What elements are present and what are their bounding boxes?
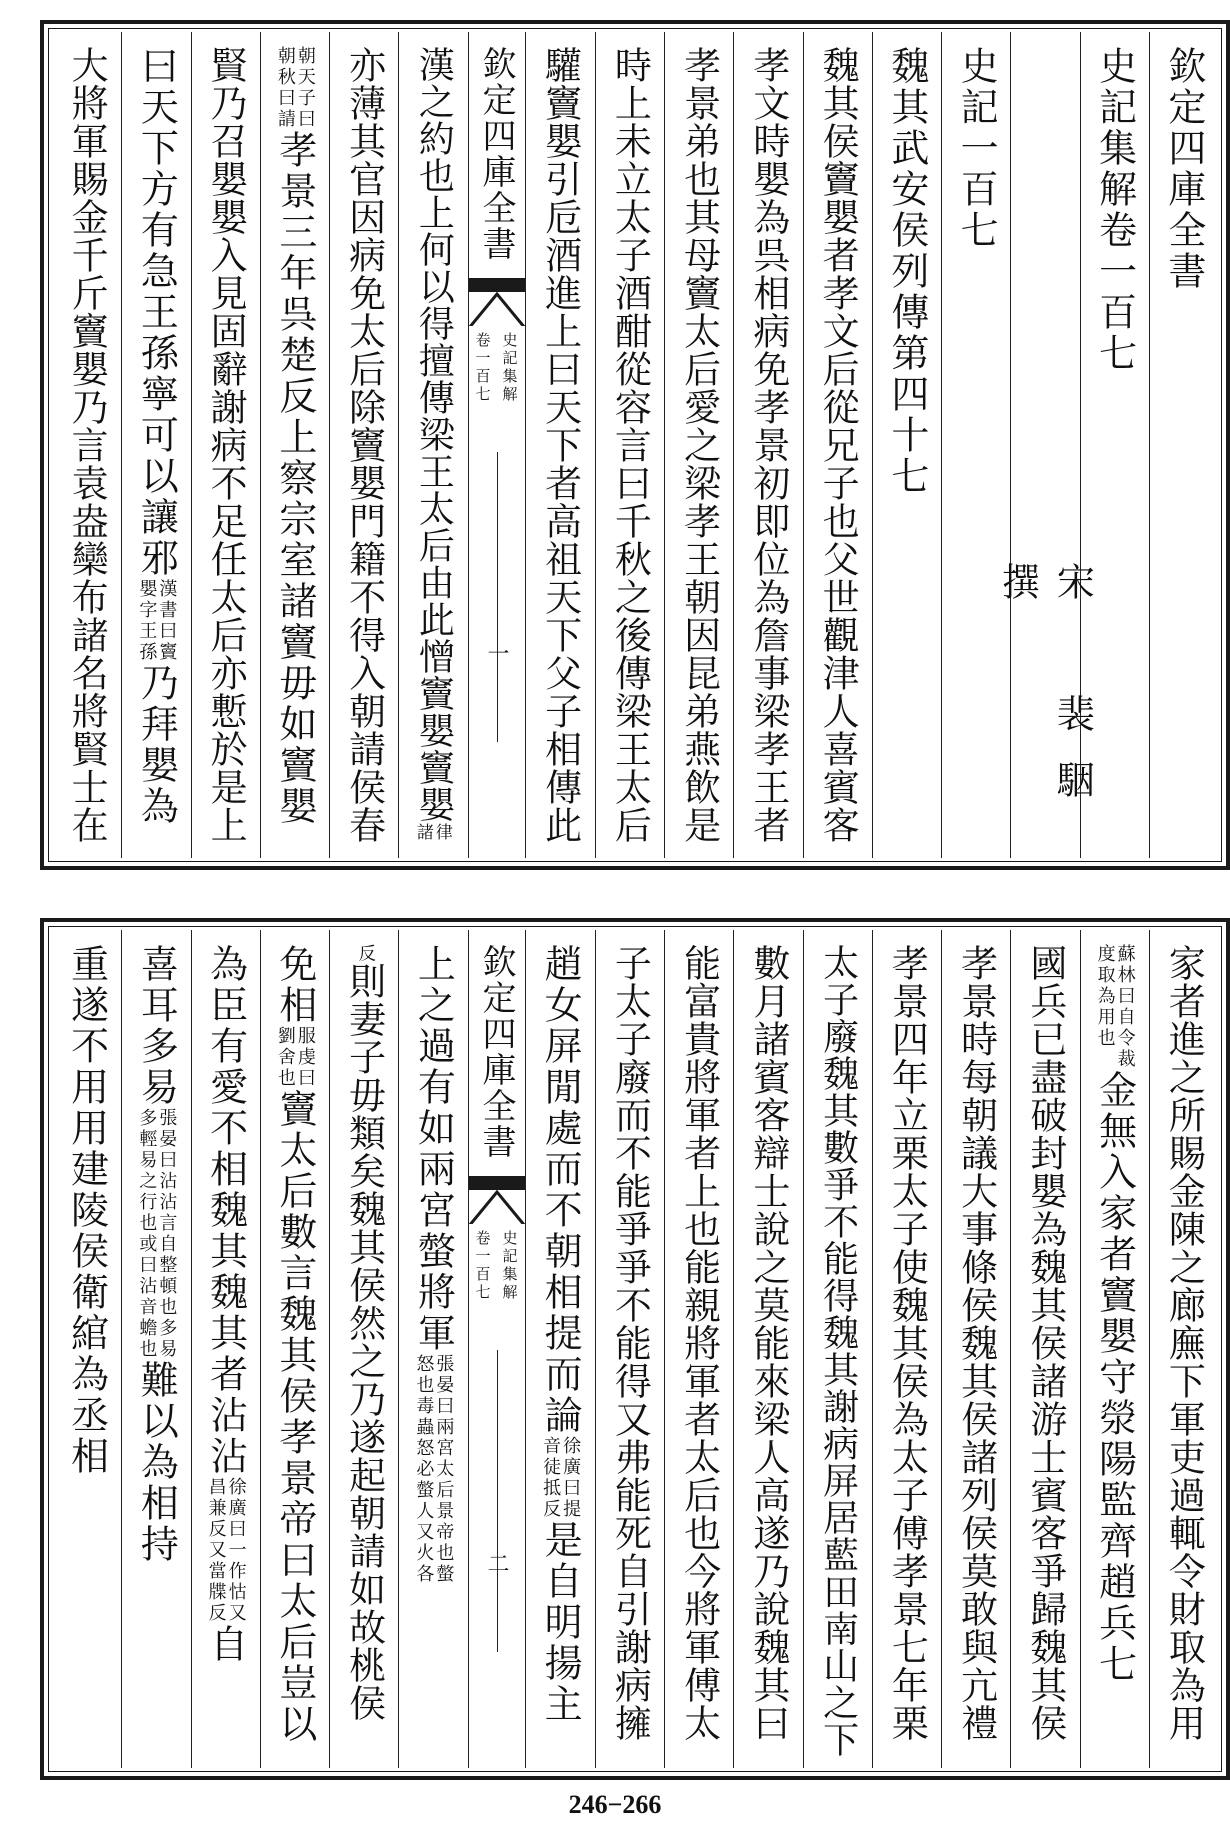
- text-column: [260, 930, 329, 1768]
- text-column: [121, 930, 190, 1768]
- main-text-segment: 孝景三年呉楚反上察宗室諸竇毋如竇嬰: [272, 130, 317, 827]
- commentary-note: [136, 1108, 178, 1360]
- annotated-column: [330, 944, 398, 1722]
- text-column: [398, 930, 467, 1768]
- author-line: 宋 裴駰 撰: [995, 562, 1095, 892]
- commentary-line: 漢書曰竇: [156, 579, 178, 663]
- text-column: [52, 930, 121, 1768]
- text-column: [121, 32, 190, 858]
- fold-subtitle-line: 卷一百七: [473, 332, 492, 404]
- text-column: [803, 930, 872, 1768]
- column-text: 亦薄其官因病免太后除竇嬰門籍不得入朝請侯春: [342, 46, 386, 844]
- main-text-segment: 趙女屏閒處而不朝相提而論: [538, 944, 583, 1436]
- commentary-note: [136, 579, 178, 663]
- main-text-segment: 自: [203, 1624, 248, 1665]
- text-column: [526, 930, 595, 1768]
- commentary-line: 音徒抵反: [540, 1436, 562, 1520]
- main-text-segment: 難以為相持: [134, 1360, 179, 1565]
- main-text-segment: 漢之約也上何以得擅傳梁王太后由此憎竇嬰竇嬰: [413, 46, 455, 823]
- fold-column: [468, 32, 526, 858]
- commentary-note: [276, 1026, 314, 1089]
- column-text: 孝景四年立栗太子使魏其侯為太子傅孝景七年栗: [885, 944, 929, 1742]
- commentary-line: 朝秋曰請: [274, 46, 296, 130]
- commentary-line: 度取為用也: [1094, 944, 1116, 1049]
- text-column: [595, 32, 664, 858]
- main-text-segment: 金無入家者竇嬰守滎陽監齊趙兵七: [1092, 1070, 1137, 1685]
- commentary-line: 怒也毒蟲怒必螫人又火各: [413, 1354, 435, 1585]
- text-column: [872, 930, 941, 1768]
- commentary-note: [1096, 944, 1134, 1070]
- fold-page-number: 二: [484, 1552, 509, 1574]
- text-column: [941, 32, 1010, 858]
- column-text: 國兵已盡破封嬰為魏其侯諸游士賓客爭歸魏其侯: [1023, 944, 1067, 1742]
- main-text-segment: 上之過有如兩宮螫將軍: [411, 944, 456, 1354]
- text-column: [526, 32, 595, 858]
- fold-subtitle: [473, 332, 521, 404]
- commentary-line: 徐廣曰一作怙又: [225, 1477, 247, 1624]
- commentary-line: 張晏曰沾沾言自整頓也多易: [156, 1108, 178, 1360]
- column-text: 驩竇嬰引卮酒進上曰天下者高祖天下父子相傳此: [538, 46, 582, 844]
- column-text: 史記集解卷一百七: [1092, 46, 1137, 374]
- column-text: 能富貴將軍者上也能親將軍者太后也今將軍傅太: [677, 944, 721, 1742]
- column-text: 孝景弟也其母竇太后愛之梁孝王朝因昆弟燕飲是: [677, 46, 721, 844]
- fold-rule: [497, 1350, 499, 1652]
- annotated-column: [261, 944, 329, 1745]
- annotated-column: [122, 46, 190, 827]
- fold-page-number: 一: [484, 642, 509, 664]
- column-text: 賢乃召嬰嬰入見固辭謝病不足任太后亦慙於是上: [204, 46, 248, 844]
- column-text: 子太子廢而不能爭爭不能得又弗能死自引謝病擁: [608, 944, 652, 1742]
- text-column: [995, 32, 1095, 892]
- fold-subtitle-line: 史記集解: [500, 1230, 519, 1302]
- text-column: [329, 930, 398, 1768]
- commentary-line: 昌兼反又當牒反: [205, 1477, 227, 1624]
- main-text-segment: 曰天下方有急王孫寧可以讓邪: [134, 46, 179, 579]
- fishtail-mark-icon: [469, 1176, 525, 1228]
- annotated-column: [261, 46, 329, 827]
- commentary-line: 嬰字王孫: [136, 579, 158, 663]
- fold-column: [468, 930, 526, 1768]
- commentary-note: [354, 944, 375, 963]
- text-column: [191, 930, 260, 1768]
- column-text: 魏其侯竇嬰者孝文后從兄子也父世觀津人喜賓客: [816, 46, 860, 844]
- fold-title: 欽定四庫全書: [476, 46, 516, 262]
- annotated-column: [122, 944, 190, 1565]
- main-text-segment: 免相: [272, 944, 317, 1026]
- commentary-note: [276, 46, 314, 130]
- fold-subtitle: [473, 1230, 521, 1302]
- text-column: [329, 32, 398, 858]
- commentary-line: 諸: [414, 823, 435, 841]
- annotated-column: [526, 944, 595, 1725]
- main-text-segment: 則妻子毋類矣魏其侯然之乃遂起朝請如故桃侯: [342, 962, 386, 1723]
- commentary-note: [413, 1354, 455, 1585]
- annotated-column: [1081, 944, 1149, 1685]
- column-text: 太子廢魏其數爭不能得魏其謝病屏居藍田南山之下: [817, 944, 859, 1758]
- column-text: 孝景時每朝議大事條侯魏其侯諸列侯莫敢與亢禮: [954, 944, 998, 1742]
- lower-page: [40, 918, 1230, 1780]
- column-text: 重遂不用用建陵侯衛綰為丞相: [64, 944, 109, 1477]
- column-text: 家者進之所賜金陳之廊廡下軍吏過輒令財取為用: [1162, 944, 1206, 1742]
- fold-rule: [497, 452, 499, 742]
- text-column: [664, 32, 733, 858]
- text-column: [733, 930, 802, 1768]
- column-text: 史記一百七: [954, 46, 999, 251]
- fishtail-mark-icon: [469, 278, 525, 330]
- fold-title: 欽定四庫全書: [476, 944, 516, 1160]
- upper-page: [40, 20, 1230, 892]
- text-column: [941, 930, 1010, 1768]
- main-text-segment: 喜耳多易: [134, 944, 179, 1108]
- main-text-segment: 為臣有愛不相魏其魏其者沾沾: [203, 944, 248, 1477]
- text-column: [664, 930, 733, 1768]
- commentary-note: [414, 823, 454, 841]
- text-column: [1010, 930, 1079, 1768]
- text-column: [191, 32, 260, 858]
- text-column: [872, 32, 941, 858]
- column-text: 大將軍賜金千斤竇嬰乃言袁盎欒布諸名將賢士在: [65, 46, 109, 844]
- commentary-line: 律: [433, 823, 454, 841]
- main-text-segment: 乃拜嬰為: [134, 663, 179, 827]
- main-text-segment: 竇太后數言魏其侯孝景帝曰太后豈以: [272, 1089, 317, 1745]
- commentary-line: 朝天子曰: [294, 46, 316, 130]
- column-text: 時上未立太子酒酣從容言曰千秋之後傳梁王太后: [608, 46, 652, 844]
- main-text-segment: 是自明揚主: [538, 1520, 583, 1725]
- commentary-line: 徐廣曰提: [560, 1436, 582, 1520]
- commentary-note: [207, 1477, 245, 1624]
- column-text: 欽定四庫全書: [1161, 46, 1206, 292]
- text-column: [1149, 930, 1218, 1768]
- column-text: 魏其武安侯列傳第四十七: [884, 46, 929, 497]
- commentary-line: 蘇林曰自令裁: [1114, 944, 1136, 1070]
- text-column: [260, 32, 329, 858]
- commentary-line: 反: [354, 944, 375, 963]
- fold-subtitle-line: 史記集解: [500, 332, 519, 404]
- annotated-column: [399, 46, 467, 841]
- text-column: [52, 32, 121, 858]
- text-column: [595, 930, 664, 1768]
- text-column: [803, 32, 872, 858]
- fold-subtitle-line: 卷一百七: [473, 1230, 492, 1302]
- text-column: [398, 32, 467, 858]
- annotated-column: [192, 944, 260, 1665]
- column-text: 孝文時嬰為呉相病免孝景初即位為詹事梁孝王者: [746, 46, 790, 844]
- commentary-line: 張晏曰兩宮太后景帝也螫: [433, 1354, 455, 1585]
- commentary-note: [540, 1436, 582, 1520]
- commentary-line: 劉舍也: [274, 1026, 296, 1089]
- annotated-column: [399, 944, 467, 1585]
- page-number-footer: 246−266: [568, 1790, 662, 1819]
- text-column: [1080, 930, 1149, 1768]
- commentary-line: 多輕易之行也或曰沾音蟾也: [136, 1108, 158, 1360]
- text-column: [1149, 32, 1218, 858]
- column-text: 數月諸賓客辯士說之莫能來梁人高遂乃說魏其曰: [746, 944, 790, 1742]
- commentary-line: 服虔曰: [294, 1026, 316, 1089]
- text-column: [733, 32, 802, 858]
